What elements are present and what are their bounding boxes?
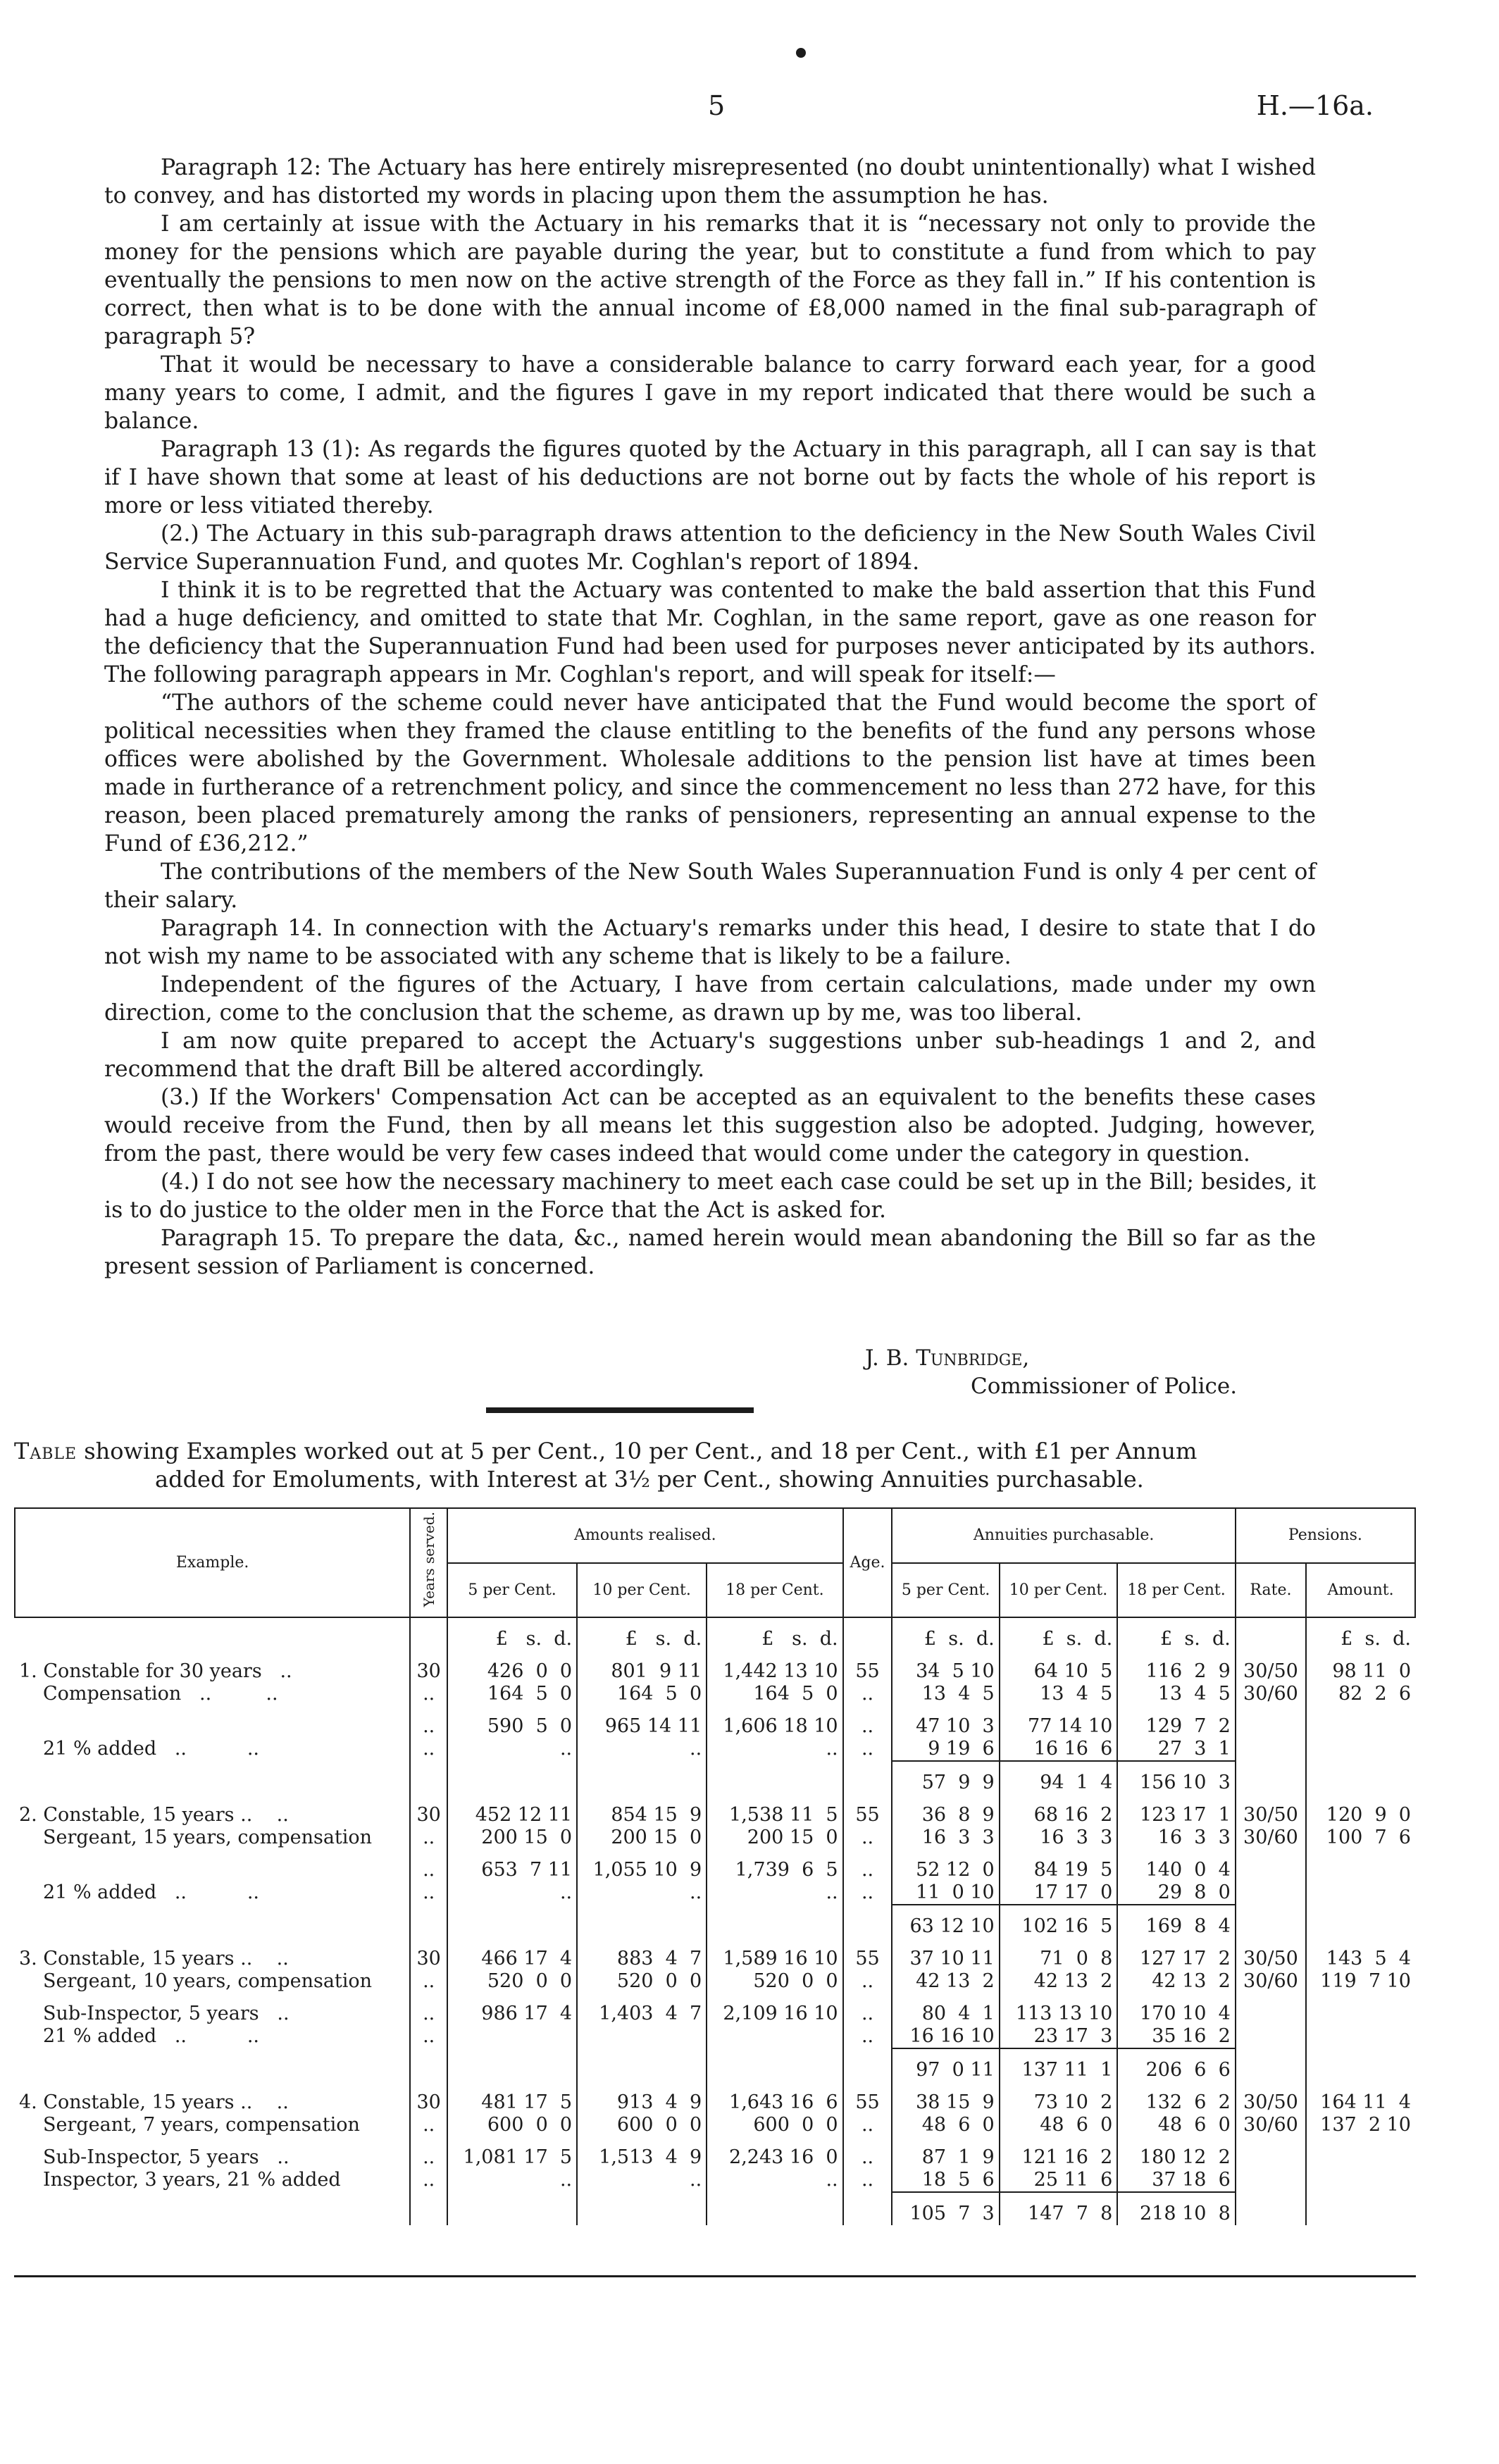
- caption-line-1: showing Examples worked out at 5 per Cent., 10 per Cent., and 18 per Cent., with £1 per Annum: [84, 1438, 1198, 1464]
- table-cell: [447, 1761, 577, 1794]
- table-cell: 30/60: [1236, 1970, 1306, 1993]
- header-years: [410, 1508, 447, 1617]
- table-row: [15, 1849, 1415, 1881]
- table-row: [15, 1905, 1415, 1938]
- table-cell: Sub-Inspector, 5 years ..: [43, 2003, 290, 2025]
- table-cell: 38 15 9: [892, 2082, 999, 2114]
- table-cell: 2,109 16 10: [707, 1993, 842, 2025]
- body-text: [104, 154, 1316, 1281]
- table-cell: ..: [843, 2025, 892, 2048]
- currency-cell: £ s. d.: [892, 1617, 999, 1650]
- table-cell: 30: [410, 1794, 447, 1827]
- table-cell: 34 5 10: [892, 1650, 999, 1683]
- table-cell: ..: [707, 1881, 842, 1905]
- table-cell: [1236, 2192, 1306, 2225]
- table-cell: Sergeant, 15 years, compensation: [43, 1827, 373, 1849]
- table-cell: 200 15 0: [707, 1827, 842, 1849]
- table-row: [15, 1938, 1415, 1970]
- table-cell: 2,243 16 0: [707, 2136, 842, 2169]
- table-cell: 30/50: [1236, 2082, 1306, 2114]
- table-cell: 883 4 7: [577, 1938, 707, 1970]
- table-row: [15, 1827, 1415, 1849]
- table-cell: 37 18 6: [1117, 2169, 1236, 2192]
- paragraph: I am now quite prepared to accept the Actuary's suggestions unber sub-headings 1 and 2, and recommend that the draft Bill be altered accordingly.: [104, 1028, 1316, 1082]
- table-cell: ..: [843, 2136, 892, 2169]
- paragraph: (4.) I do not see how the necessary machinery to meet each case could be set up in the Bill; besides, it is to do justice to the older men in the Force that the Act is asked for.: [104, 1169, 1316, 1223]
- table-cell: [1236, 2025, 1306, 2048]
- table-row: [15, 2169, 1415, 2192]
- table-cell: 137 11 1: [1000, 2048, 1118, 2082]
- table-cell: 854 15 9: [577, 1794, 707, 1827]
- table-cell: ..: [843, 1705, 892, 1738]
- table-cell: 218 10 8: [1117, 2192, 1236, 2225]
- table-cell: 16 3 3: [892, 1827, 999, 1849]
- table-cell: 42 13 2: [1000, 1970, 1118, 1993]
- table-cell: [1306, 1705, 1415, 1738]
- currency-cell: £ s. d.: [1000, 1617, 1118, 1650]
- annuity-table: [14, 1507, 1416, 2274]
- table-cell: [1306, 1761, 1415, 1794]
- table-cell: 466 17 4: [447, 1938, 577, 1970]
- table-cell: 23 17 3: [1000, 2025, 1118, 2048]
- table-cell: ..: [447, 1738, 577, 1761]
- table-cell: 21 % added .. ..: [43, 2025, 260, 2048]
- table-cell: Inspector, 3 years, 21 % added: [43, 2169, 341, 2191]
- header-age: Age.: [843, 1508, 892, 1617]
- table-cell: 17 17 0: [1000, 1881, 1118, 1905]
- table-cell: 600 0 0: [447, 2114, 577, 2136]
- table-cell: 147 7 8: [1000, 2192, 1118, 2225]
- table-cell: [843, 1905, 892, 1938]
- table-row: [15, 1738, 1415, 1761]
- currency-cell: £ s. d.: [707, 1617, 842, 1650]
- table-cell: [707, 1905, 842, 1938]
- table-cell: [1306, 2169, 1415, 2192]
- table-cell: 140 0 4: [1117, 1849, 1236, 1881]
- table-cell: 100 7 6: [1306, 1827, 1415, 1849]
- table-cell: 55: [843, 1794, 892, 1827]
- table-cell: [15, 2048, 410, 2082]
- table-cell: 57 9 9: [892, 1761, 999, 1794]
- table-cell: 965 14 11: [577, 1705, 707, 1738]
- table-cell: 77 14 10: [1000, 1705, 1118, 1738]
- table-cell: 137 2 10: [1306, 2114, 1415, 2136]
- table-cell: 80 4 1: [892, 1993, 999, 2025]
- table-cell: [843, 2192, 892, 2225]
- table-cell: 1,589 16 10: [707, 1938, 842, 1970]
- document-reference: H.—16a.: [1256, 90, 1374, 121]
- table-cell: 55: [843, 1650, 892, 1683]
- table-cell: 30/60: [1236, 2114, 1306, 2136]
- table-cell: [1306, 2136, 1415, 2169]
- table-cell: [1236, 2136, 1306, 2169]
- table-cell: [15, 2192, 410, 2225]
- table-cell: [1236, 1761, 1306, 1794]
- table-cell: ..: [577, 1881, 707, 1905]
- table-cell: 600 0 0: [707, 2114, 842, 2136]
- table-cell: 4. Constable, 15 years .. ..: [19, 2091, 289, 2114]
- table-cell: ..: [410, 2114, 447, 2136]
- table-cell: 1,442 13 10: [707, 1650, 842, 1683]
- paragraph: (2.) The Actuary in this sub-paragraph draws attention to the deficiency in the New South Wales Civil Service Superannuation Fund, and quotes Mr. Coghlan's report of 1894.: [104, 521, 1316, 575]
- header-p18: 18 per Cent.: [707, 1563, 842, 1618]
- table-cell: 452 12 11: [447, 1794, 577, 1827]
- table-cell: 30/50: [1236, 1938, 1306, 1970]
- table-cell: 27 3 1: [1117, 1738, 1236, 1761]
- table-cell: 169 8 4: [1117, 1905, 1236, 1938]
- currency-cell: £ s. d.: [1306, 1617, 1415, 1650]
- header-amounts: Amounts realised.: [447, 1508, 843, 1563]
- table-cell: 105 7 3: [892, 2192, 999, 2225]
- paragraph: Paragraph 15. To prepare the data, &c., named herein would mean abandoning the Bill so far as the present session of Parliament is concerned.: [104, 1226, 1316, 1279]
- table-cell: 1,538 11 5: [707, 1794, 842, 1827]
- section-divider: [486, 1407, 754, 1413]
- table-cell: 30/50: [1236, 1650, 1306, 1683]
- table-cell: 127 17 2: [1117, 1938, 1236, 1970]
- quoted-paragraph: “The authors of the scheme could never have anticipated that the Fund would become the sport of political necessities when they framed the clause entitling to the benefits of the fund any persons whose offices were abolished by the Government. Wholesale additions to the pension list have at times been made in furtherance of a retrenchment policy, and since the commencement no less than 272 have, for this reason, been placed prematurely among the ranks of pensioners, representing an annual expense to the Fund of £36,212.”: [104, 690, 1316, 857]
- page-number: 5: [708, 90, 726, 121]
- table-cell: [1236, 1881, 1306, 1905]
- table-cell: ..: [410, 1738, 447, 1761]
- table-cell: 120 9 0: [1306, 1794, 1415, 1827]
- table-cell: 1,055 10 9: [577, 1849, 707, 1881]
- table-cell: 9 19 6: [892, 1738, 999, 1761]
- paragraph: (3.) If the Workers' Compensation Act can be accepted as an equivalent to the benefits these cases would receive from the Fund, then by all means let this suggestion also be adopted. Judging, however, from the past, there would be very few cases indeed that would come under the category in question.: [104, 1085, 1316, 1166]
- header-rate: Rate.: [1236, 1563, 1306, 1618]
- table-cell: [1306, 2025, 1415, 2048]
- table-cell: 102 16 5: [1000, 1905, 1118, 1938]
- table-cell: 913 4 9: [577, 2082, 707, 2114]
- table-cell: [410, 1761, 447, 1794]
- table-row: [15, 2048, 1415, 2082]
- table-cell: 113 13 10: [1000, 1993, 1118, 2025]
- table-cell: 986 17 4: [447, 1993, 577, 2025]
- table-cell: 119 7 10: [1306, 1970, 1415, 1993]
- currency-row: [15, 1617, 1415, 1650]
- table-cell: 71 0 8: [1000, 1938, 1118, 1970]
- table-cell: 21 % added .. ..: [43, 1881, 260, 1904]
- table-cell: 129 7 2: [1117, 1705, 1236, 1738]
- table-cell: 37 10 11: [892, 1938, 999, 1970]
- table-cell: 68 16 2: [1000, 1794, 1118, 1827]
- table-cell: 121 16 2: [1000, 2136, 1118, 2169]
- table-cell: 1. Constable for 30 years ..: [19, 1660, 292, 1683]
- table-cell: 30: [410, 2082, 447, 2114]
- table-cell: 48 6 0: [892, 2114, 999, 2136]
- table-cell: ..: [410, 2136, 447, 2169]
- table-cell: [15, 1761, 410, 1794]
- table-cell: 42 13 2: [1117, 1970, 1236, 1993]
- table-cell: ..: [707, 1738, 842, 1761]
- table-cell: [1306, 1738, 1415, 1761]
- table-cell: ..: [843, 2169, 892, 2192]
- table-cell: 35 16 2: [1117, 2025, 1236, 2048]
- table-cell: [577, 2048, 707, 2082]
- header-p5: 5 per Cent.: [447, 1563, 577, 1618]
- table-cell: ..: [843, 2114, 892, 2136]
- table-cell: 82 2 6: [1306, 1683, 1415, 1705]
- table-cell: [577, 1761, 707, 1794]
- table-cell: ..: [410, 1849, 447, 1881]
- table-cell: 64 10 5: [1000, 1650, 1118, 1683]
- table-cell: 30: [410, 1938, 447, 1970]
- table-cell: 55: [843, 1938, 892, 1970]
- table-cell: 123 17 1: [1117, 1794, 1236, 1827]
- table-cell: [1236, 1849, 1306, 1881]
- table-row: [15, 1881, 1415, 1905]
- table-cell: 200 15 0: [447, 1827, 577, 1849]
- table-cell: ..: [843, 1881, 892, 1905]
- header-a18: 18 per Cent.: [1117, 1563, 1236, 1618]
- table-caption: [14, 1437, 1416, 1493]
- table-row: [15, 1683, 1415, 1705]
- table-cell: 42 13 2: [892, 1970, 999, 1993]
- table-cell: [707, 2048, 842, 2082]
- table-row: [15, 1970, 1415, 1993]
- table-cell: [15, 1705, 410, 1738]
- header-example: Example.: [15, 1508, 410, 1617]
- table-cell: [1236, 1993, 1306, 2025]
- table-cell: [1306, 1905, 1415, 1938]
- table-cell: 116 2 9: [1117, 1650, 1236, 1683]
- table-cell: ..: [410, 1881, 447, 1905]
- table-cell: 11 0 10: [892, 1881, 999, 1905]
- table-cell: 16 3 3: [1000, 1827, 1118, 1849]
- table-cell: 94 1 4: [1000, 1761, 1118, 1794]
- table-cell: [707, 2192, 842, 2225]
- table-row: [15, 2192, 1415, 2225]
- table-cell: ..: [447, 2169, 577, 2192]
- table-cell: 30/50: [1236, 1794, 1306, 1827]
- table-cell: [707, 1761, 842, 1794]
- table-cell: [1236, 1705, 1306, 1738]
- table-cell: [447, 2048, 577, 2082]
- table-cell: 520 0 0: [447, 1970, 577, 1993]
- table-cell: [410, 1905, 447, 1938]
- table-cell: [1236, 1738, 1306, 1761]
- table-cell: 1,081 17 5: [447, 2136, 577, 2169]
- table-cell: 84 19 5: [1000, 1849, 1118, 1881]
- table-cell: ..: [843, 1827, 892, 1849]
- table-cell: 18 5 6: [892, 2169, 999, 2192]
- table-row: [15, 2025, 1415, 2048]
- table-cell: [447, 1905, 577, 1938]
- paragraph: I think it is to be regretted that the Actuary was contented to make the bald assertion that this Fund had a huge deficiency, and omitted to state that Mr. Coghlan, in the same report, gave as one reason for the deficiency that the Superannuation Fund had been used for purposes never anticipated by its authors. The following paragraph appears in Mr. Coghlan's report, and will speak for itself:—: [104, 578, 1316, 687]
- table-cell: 29 8 0: [1117, 1881, 1236, 1905]
- table-cell: [1236, 2048, 1306, 2082]
- table-cell: 16 16 10: [892, 2025, 999, 2048]
- table-cell: 600 0 0: [577, 2114, 707, 2136]
- table-cell: Sub-Inspector, 5 years ..: [43, 2146, 290, 2169]
- table-cell: 47 10 3: [892, 1705, 999, 1738]
- table-cell: 30/60: [1236, 1683, 1306, 1705]
- table-cell: 1,513 4 9: [577, 2136, 707, 2169]
- signatory-name: J. B. Tunbridge,: [865, 1345, 1030, 1371]
- header-a10: 10 per Cent.: [1000, 1563, 1118, 1618]
- table-cell: 520 0 0: [577, 1970, 707, 1993]
- header-years-label: Years served.: [420, 1512, 437, 1607]
- table-cell: Sergeant, 7 years, compensation: [43, 2114, 360, 2136]
- table-body: [15, 1617, 1415, 2225]
- table-cell: [577, 1905, 707, 1938]
- table-cell: 48 6 0: [1117, 2114, 1236, 2136]
- table-cell: 170 10 4: [1117, 1993, 1236, 2025]
- table-cell: ..: [843, 1993, 892, 2025]
- header-a5: 5 per Cent.: [892, 1563, 999, 1618]
- table-cell: [410, 2192, 447, 2225]
- table-cell: ..: [577, 2169, 707, 2192]
- table-cell: Compensation .. ..: [43, 1683, 278, 1705]
- currency-cell: £ s. d.: [447, 1617, 577, 1650]
- table-cell: ..: [410, 1705, 447, 1738]
- paragraph: Paragraph 13 (1): As regards the figures quoted by the Actuary in this paragraph, all I can say is that if I have shown that some at least of his deductions are not borne out by facts the whole of his report is more or less vitiated thereby.: [104, 437, 1316, 518]
- table-row: [15, 2136, 1415, 2169]
- table-cell: 132 6 2: [1117, 2082, 1236, 2114]
- caption-lead: Table: [14, 1438, 77, 1464]
- table-bottom-rule: [14, 2275, 1416, 2277]
- header-amount: Amount.: [1306, 1563, 1415, 1618]
- table-cell: 97 0 11: [892, 2048, 999, 2082]
- paragraph: The contributions of the members of the New South Wales Superannuation Fund is only 4 per cent of their salary.: [104, 859, 1316, 913]
- table-cell: ..: [410, 2169, 447, 2192]
- table-cell: ..: [707, 2169, 842, 2192]
- table-cell: 63 12 10: [892, 1905, 999, 1938]
- table-cell: [447, 2192, 577, 2225]
- table-cell: 1,643 16 6: [707, 2082, 842, 2114]
- table-cell: ..: [410, 1827, 447, 1849]
- table-cell: 1,403 4 7: [577, 1993, 707, 2025]
- table-cell: 13 4 5: [892, 1683, 999, 1705]
- table-cell: [15, 1849, 410, 1881]
- table-cell: 3. Constable, 15 years .. ..: [19, 1948, 289, 1970]
- table-cell: 25 11 6: [1000, 2169, 1118, 2192]
- table-cell: 200 15 0: [577, 1827, 707, 1849]
- signatory-title: Commissioner of Police.: [971, 1374, 1238, 1399]
- table-cell: 55: [843, 2082, 892, 2114]
- table-cell: ..: [447, 1881, 577, 1905]
- table-cell: 21 % added .. ..: [43, 1738, 260, 1760]
- table-row: [15, 2114, 1415, 2136]
- table-cell: 2. Constable, 15 years .. ..: [19, 1804, 289, 1827]
- table-cell: [1236, 2169, 1306, 2192]
- table-cell: ..: [410, 1993, 447, 2025]
- table-cell: 180 12 2: [1117, 2136, 1236, 2169]
- table-cell: ..: [843, 1970, 892, 1993]
- table-cell: 164 5 0: [707, 1683, 842, 1705]
- table-cell: ..: [843, 1683, 892, 1705]
- table-row: [15, 2082, 1415, 2114]
- table-cell: 590 5 0: [447, 1705, 577, 1738]
- table-cell: [1306, 2192, 1415, 2225]
- paragraph: That it would be necessary to have a considerable balance to carry forward each year, for a good many years to come, I admit, and the figures I gave in my report indicated that there would be such a balance.: [104, 352, 1316, 434]
- table-row: [15, 1761, 1415, 1794]
- table-cell: ..: [410, 1683, 447, 1705]
- table-cell: 801 9 11: [577, 1650, 707, 1683]
- table-cell: [1236, 1905, 1306, 1938]
- paragraph: Paragraph 12: The Actuary has here entirely misrepresented (no doubt unintentionally) what I wished to convey, and has distorted my words in placing upon them the assumption he has.: [104, 155, 1316, 209]
- table-cell: 143 5 4: [1306, 1938, 1415, 1970]
- paragraph: Independent of the figures of the Actuary, I have from certain calculations, made under my own direction, come to the conclusion that the scheme, as drawn up by me, was too liberal.: [104, 972, 1316, 1026]
- table-row: [15, 1993, 1415, 2025]
- table-cell: 30: [410, 1650, 447, 1683]
- table-cell: ..: [410, 1970, 447, 1993]
- table-cell: 98 11 0: [1306, 1650, 1415, 1683]
- paragraph: I am certainly at issue with the Actuary in his remarks that it is “necessary not only to provide the money for the pensions which are payable during the year, but to constitute a fund from which to pay eventually the pensions to men now on the active strength of the Force as they fall in.” If his contention is correct, then what is to be done with the annual income of £8,000 named in the final sub-paragraph of paragraph 5?: [104, 211, 1316, 349]
- header-p10: 10 per Cent.: [577, 1563, 707, 1618]
- table-row: [15, 1794, 1415, 1827]
- table-cell: 87 1 9: [892, 2136, 999, 2169]
- table-cell: [707, 2025, 842, 2048]
- caption-line-2: added for Emoluments, with Interest at 3½ per Cent., showing Annuities purchasable.: [155, 1466, 1144, 1493]
- header-pensions: Pensions.: [1236, 1508, 1415, 1563]
- table-cell: [410, 2048, 447, 2082]
- table-cell: [1306, 2048, 1415, 2082]
- table-cell: 426 0 0: [447, 1650, 577, 1683]
- paragraph: Paragraph 14. In connection with the Actuary's remarks under this head, I desire to state that I do not wish my name to be associated with any scheme that is likely to be a failure.: [104, 916, 1316, 969]
- table-cell: [1306, 1993, 1415, 2025]
- table-cell: [1306, 1849, 1415, 1881]
- table-cell: 520 0 0: [707, 1970, 842, 1993]
- table-cell: [15, 1905, 410, 1938]
- table-cell: [577, 2192, 707, 2225]
- signature-block: [865, 1344, 1237, 1400]
- table-cell: 16 3 3: [1117, 1827, 1236, 1849]
- table-cell: 16 16 6: [1000, 1738, 1118, 1761]
- table-cell: 206 6 6: [1117, 2048, 1236, 2082]
- table-cell: Sergeant, 10 years, compensation: [43, 1970, 373, 1993]
- table-cell: 1,606 18 10: [707, 1705, 842, 1738]
- table-cell: 1,739 6 5: [707, 1849, 842, 1881]
- table-cell: 156 10 3: [1117, 1761, 1236, 1794]
- table-cell: 52 12 0: [892, 1849, 999, 1881]
- table-cell: ..: [410, 2025, 447, 2048]
- table-cell: ..: [843, 1738, 892, 1761]
- table-cell: 13 4 5: [1000, 1683, 1118, 1705]
- table-cell: ..: [843, 1849, 892, 1881]
- table-cell: 481 17 5: [447, 2082, 577, 2114]
- currency-cell: £ s. d.: [577, 1617, 707, 1650]
- table-row: [15, 1705, 1415, 1738]
- page-header: [106, 90, 1374, 125]
- table-cell: 653 7 11: [447, 1849, 577, 1881]
- table-cell: 48 6 0: [1000, 2114, 1118, 2136]
- ink-dot: [796, 48, 806, 58]
- table-cell: 30/60: [1236, 1827, 1306, 1849]
- table-row: [15, 1650, 1415, 1683]
- table-cell: [577, 2025, 707, 2048]
- table-cell: ..: [577, 1738, 707, 1761]
- table-cell: 13 4 5: [1117, 1683, 1236, 1705]
- currency-cell: £ s. d.: [1117, 1617, 1236, 1650]
- table-cell: 164 11 4: [1306, 2082, 1415, 2114]
- table-cell: 164 5 0: [577, 1683, 707, 1705]
- table-cell: 36 8 9: [892, 1794, 999, 1827]
- table-cell: [1306, 1881, 1415, 1905]
- table-cell: 164 5 0: [447, 1683, 577, 1705]
- table-cell: 73 10 2: [1000, 2082, 1118, 2114]
- table-cell: [447, 2025, 577, 2048]
- table-cell: [843, 1761, 892, 1794]
- table-cell: [843, 2048, 892, 2082]
- header-annuities: Annuities purchasable.: [892, 1508, 1235, 1563]
